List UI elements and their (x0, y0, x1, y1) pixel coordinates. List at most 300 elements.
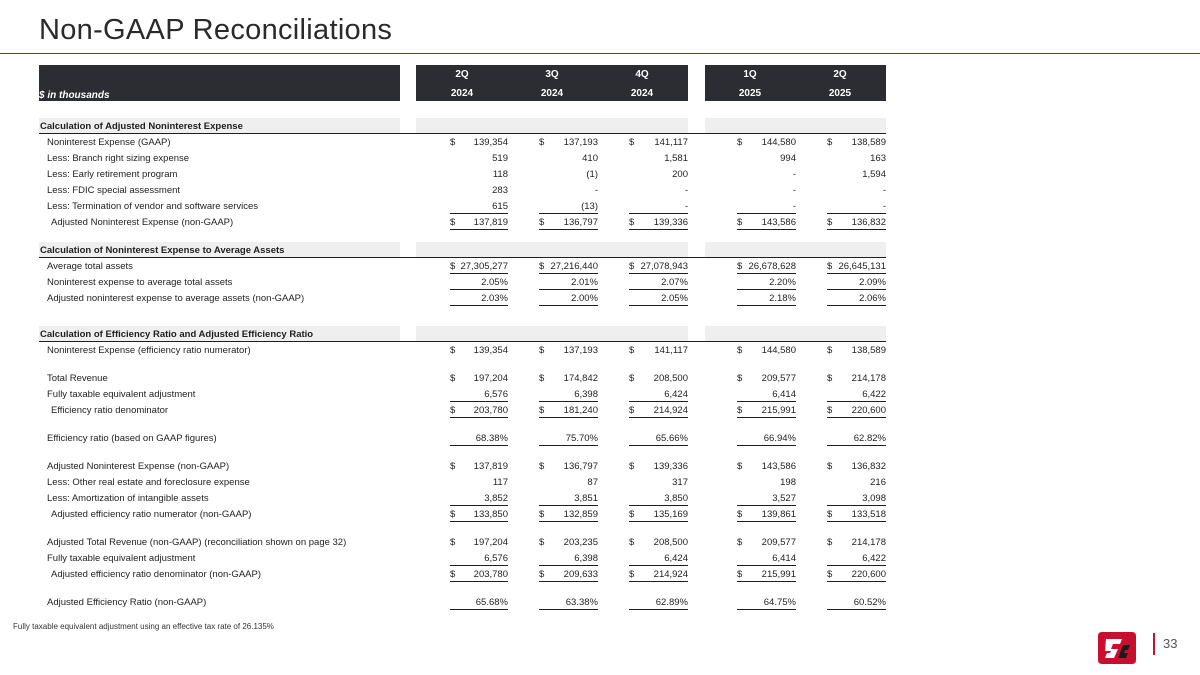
table-cell (827, 491, 886, 506)
cell-value: 6,398 (574, 553, 598, 564)
table-cell (450, 167, 508, 181)
dollar-sign: $ (539, 261, 545, 272)
cell-value: 66.94% (763, 433, 796, 444)
cell-value: 141,117 (654, 137, 688, 148)
table-cell (629, 387, 688, 402)
dollar-sign: $ (629, 137, 635, 148)
table-cell (450, 431, 508, 446)
cell-value: 137,193 (563, 345, 598, 356)
table-cell (827, 459, 886, 473)
table-cell (737, 459, 796, 473)
table-cell (737, 491, 796, 506)
table-cell (539, 551, 598, 566)
table-cell (827, 135, 886, 149)
dollar-sign: $ (539, 373, 545, 384)
row-label: Adjusted Noninterest Expense (non-GAAP) (47, 461, 230, 472)
cell-value: 136,832 (851, 461, 886, 472)
cell-value: 64.75% (763, 597, 796, 608)
cell-value: 2.18% (769, 293, 796, 304)
table-cell (539, 431, 598, 446)
cell-value: - (792, 169, 796, 180)
table-row (0, 535, 1200, 551)
cell-value: 2.06% (859, 293, 886, 304)
cell-value: 2.01% (571, 277, 598, 288)
dollar-sign: $ (827, 345, 833, 356)
page-number-divider (1153, 633, 1155, 655)
dollar-sign: $ (629, 537, 635, 548)
dollar-sign: $ (827, 405, 833, 416)
cell-value: 6,424 (664, 553, 688, 564)
dollar-sign: $ (450, 217, 456, 228)
cell-value: 139,354 (473, 137, 508, 148)
row-label: Fully taxable equivalent adjustment (47, 553, 196, 564)
table-row (0, 551, 1200, 567)
footnote: Fully taxable equivalent adjustment using an effective tax rate of 26.135% (13, 622, 274, 631)
cell-value: 200 (672, 169, 688, 180)
cell-value: 214,178 (851, 373, 886, 384)
cell-value: 197,204 (473, 373, 508, 384)
cell-value: 1,581 (664, 153, 688, 164)
dollar-sign: $ (450, 405, 456, 416)
table-cell (450, 403, 508, 418)
row-label: Adjusted Noninterest Expense (non-GAAP) (51, 217, 234, 228)
table-cell (629, 431, 688, 446)
table-cell (827, 567, 886, 582)
table-cell (827, 507, 886, 522)
page-number: 33 (1163, 636, 1178, 651)
table-cell (450, 551, 508, 566)
table-cell (827, 595, 886, 610)
table-row (0, 595, 1200, 611)
table-cell (737, 291, 796, 306)
cell-value: 135,169 (653, 509, 688, 520)
cell-value: 143,586 (761, 461, 796, 472)
cell-value: 118 (492, 169, 508, 180)
section-divider (39, 133, 886, 134)
table-cell (827, 183, 886, 197)
table-cell (629, 215, 688, 230)
cell-value: - (594, 185, 598, 196)
cell-value: 133,850 (473, 509, 508, 520)
table-row (0, 199, 1200, 215)
cell-value: 215,991 (761, 569, 796, 580)
dollar-sign: $ (539, 405, 545, 416)
cell-value: 2.07% (661, 277, 688, 288)
table-row (0, 291, 1200, 307)
dollar-sign: $ (737, 509, 743, 520)
section-band (416, 242, 688, 258)
table-cell (827, 151, 886, 165)
dollar-sign: $ (539, 217, 545, 228)
table-cell (737, 507, 796, 522)
table-cell (539, 183, 598, 197)
cell-value: 6,414 (772, 553, 796, 564)
cell-value: (1) (586, 169, 598, 180)
cell-value: 136,797 (563, 461, 598, 472)
cell-value: 138,589 (851, 137, 886, 148)
table-cell (737, 183, 796, 197)
dollar-sign: $ (827, 569, 833, 580)
table-cell (737, 215, 796, 230)
table-row (0, 151, 1200, 167)
table-cell (827, 431, 886, 446)
table-cell (737, 199, 796, 214)
table-cell (737, 475, 796, 489)
row-label: Noninterest expense to average total assets (47, 277, 233, 288)
table-row (0, 371, 1200, 387)
table-row (0, 507, 1200, 523)
cell-value: 139,861 (761, 509, 796, 520)
cell-value: - (882, 201, 886, 212)
table-cell (450, 343, 508, 357)
table-cell (539, 507, 598, 522)
row-label: Adjusted Efficiency Ratio (non-GAAP) (47, 597, 207, 608)
table-cell (629, 491, 688, 506)
cell-value: 143,586 (761, 217, 796, 228)
column-year-label: 2024 (540, 88, 564, 99)
cell-value: 3,851 (574, 493, 598, 504)
cell-value: 75.70% (565, 433, 598, 444)
dollar-sign: $ (629, 217, 635, 228)
table-cell (629, 151, 688, 165)
dollar-sign: $ (450, 137, 456, 148)
row-label: Fully taxable equivalent adjustment (47, 389, 196, 400)
table-cell (450, 275, 508, 290)
table-cell (629, 275, 688, 290)
cell-value: 519 (492, 153, 508, 164)
cell-value: (13) (581, 201, 598, 212)
dollar-sign: $ (539, 509, 545, 520)
table-row (0, 275, 1200, 291)
section-title: Calculation of Efficiency Ratio and Adjusted Efficiency Ratio (40, 329, 314, 340)
row-label: Efficiency ratio (based on GAAP figures) (47, 433, 217, 444)
cell-value: 410 (582, 153, 598, 164)
table-cell (450, 567, 508, 582)
cell-value: 220,600 (851, 569, 886, 580)
cell-value: 6,398 (574, 389, 598, 400)
table-cell (539, 387, 598, 402)
row-label: Less: FDIC special assessment (47, 185, 181, 196)
cell-value: 6,422 (862, 553, 886, 564)
table-cell (737, 387, 796, 402)
table-cell (629, 259, 688, 274)
cell-value: 63.38% (565, 597, 598, 608)
page-title: Non-GAAP Reconciliations (39, 14, 393, 46)
table-cell (737, 551, 796, 566)
table-cell (827, 343, 886, 357)
cell-value: 2.20% (769, 277, 796, 288)
table-cell (539, 535, 598, 549)
table-cell (629, 595, 688, 610)
table-cell (629, 371, 688, 385)
dollar-sign: $ (450, 461, 456, 472)
table-cell (539, 371, 598, 385)
cell-value: 60.52% (853, 597, 886, 608)
dollar-sign: $ (827, 537, 833, 548)
title-divider (0, 53, 1200, 54)
dollar-sign: $ (450, 537, 456, 548)
table-row (0, 431, 1200, 447)
table-cell (539, 567, 598, 582)
table-cell (737, 135, 796, 149)
table-cell (827, 535, 886, 549)
cell-value: 203,780 (473, 405, 508, 416)
table-cell (629, 475, 688, 489)
cell-value: 65.66% (655, 433, 688, 444)
dollar-sign: $ (737, 461, 743, 472)
cell-value: 317 (672, 477, 688, 488)
row-label: Adjusted Total Revenue (non-GAAP) (reconciliation shown on page 32) (47, 537, 347, 548)
dollar-sign: $ (539, 461, 545, 472)
cell-value: 209,633 (563, 569, 598, 580)
cell-value: 6,576 (484, 553, 508, 564)
table-cell (539, 199, 598, 214)
table-cell (827, 199, 886, 214)
row-label: Total Revenue (47, 373, 108, 384)
table-cell (539, 151, 598, 165)
column-quarter-label: 2Q (833, 69, 847, 80)
cell-value: 136,797 (563, 217, 598, 228)
dollar-sign: $ (629, 461, 635, 472)
dollar-sign: $ (827, 217, 833, 228)
dollar-sign: $ (827, 509, 833, 520)
table-cell (450, 215, 508, 230)
table-cell (737, 431, 796, 446)
cell-value: 139,354 (473, 345, 508, 356)
table-cell (450, 459, 508, 473)
table-cell (827, 259, 886, 274)
cell-value: - (792, 185, 796, 196)
cell-value: 26,645,131 (838, 261, 886, 272)
dollar-sign: $ (629, 509, 635, 520)
table-cell (539, 459, 598, 473)
table-cell (629, 459, 688, 473)
cell-value: 163 (870, 153, 886, 164)
row-label: Average total assets (47, 261, 133, 272)
cell-value: 137,193 (563, 137, 598, 148)
cell-value: 209,577 (761, 373, 796, 384)
cell-value: 181,240 (563, 405, 598, 416)
dollar-sign: $ (539, 137, 545, 148)
cell-value: 6,414 (772, 389, 796, 400)
section-band (416, 326, 688, 342)
dollar-sign: $ (629, 373, 635, 384)
dollar-sign: $ (450, 509, 456, 520)
cell-value: 6,576 (484, 389, 508, 400)
cell-value: 132,859 (563, 509, 598, 520)
section-band (705, 326, 886, 342)
table-cell (737, 343, 796, 357)
table-cell (629, 291, 688, 306)
cell-value: 203,235 (563, 537, 598, 548)
table-cell (737, 259, 796, 274)
dollar-sign: $ (737, 373, 743, 384)
table-cell (737, 567, 796, 582)
table-cell (539, 215, 598, 230)
cell-value: 203,780 (473, 569, 508, 580)
dollar-sign: $ (629, 405, 635, 416)
dollar-sign: $ (737, 569, 743, 580)
table-cell (539, 135, 598, 149)
table-cell (737, 151, 796, 165)
table-row (0, 403, 1200, 419)
dollar-sign: $ (737, 537, 743, 548)
cell-value: 220,600 (851, 405, 886, 416)
table-cell (629, 135, 688, 149)
row-label: Adjusted noninterest expense to average assets (non-GAAP) (47, 293, 305, 304)
table-cell (539, 291, 598, 306)
cell-value: - (792, 201, 796, 212)
table-cell (629, 343, 688, 357)
cell-value: 216 (870, 477, 886, 488)
row-label: Efficiency ratio denominator (51, 405, 169, 416)
table-row (0, 387, 1200, 403)
row-label: Less: Amortization of intangible assets (47, 493, 209, 504)
table-cell (450, 535, 508, 549)
units-label: $ in thousands (39, 90, 110, 101)
table-cell (827, 551, 886, 566)
column-year-label: 2025 (738, 88, 762, 99)
table-cell (827, 291, 886, 306)
table-cell (450, 475, 508, 489)
table-cell (450, 371, 508, 385)
cell-value: 3,850 (664, 493, 688, 504)
column-year-label: 2024 (450, 88, 474, 99)
cell-value: 2.00% (571, 293, 598, 304)
cell-value: 137,819 (473, 217, 508, 228)
section-title: Calculation of Adjusted Noninterest Expense (40, 121, 243, 132)
dollar-sign: $ (827, 373, 833, 384)
dollar-sign: $ (629, 261, 635, 272)
cell-value: - (882, 185, 886, 196)
cell-value: 214,924 (653, 569, 688, 580)
cell-value: 283 (492, 185, 508, 196)
table-row (0, 343, 1200, 359)
section-divider (39, 257, 886, 258)
cell-value: - (684, 201, 688, 212)
dollar-sign: $ (737, 137, 743, 148)
cell-value: 198 (780, 477, 796, 488)
dollar-sign: $ (737, 217, 743, 228)
table-cell (450, 183, 508, 197)
table-cell (629, 403, 688, 418)
dollar-sign: $ (539, 537, 545, 548)
row-label: Less: Other real estate and foreclosure expense (47, 477, 250, 488)
cell-value: 3,852 (484, 493, 508, 504)
dollar-sign: $ (737, 345, 743, 356)
table-cell (827, 475, 886, 489)
cell-value: 615 (492, 201, 508, 212)
table-row (0, 259, 1200, 275)
column-quarter-label: 1Q (743, 69, 757, 80)
column-year-label: 2025 (828, 88, 852, 99)
table-cell (629, 567, 688, 582)
cell-value: 65.68% (475, 597, 508, 608)
dollar-sign: $ (737, 261, 743, 272)
table-row (0, 567, 1200, 583)
cell-value: 133,518 (851, 509, 886, 520)
section-band (705, 242, 886, 258)
dollar-sign: $ (629, 345, 635, 356)
cell-value: 144,580 (761, 137, 796, 148)
table-row (0, 491, 1200, 507)
cell-value: 214,178 (851, 537, 886, 548)
cell-value: 27,216,440 (550, 261, 598, 272)
table-cell (629, 183, 688, 197)
cell-value: 3,527 (772, 493, 796, 504)
cell-value: 3,098 (862, 493, 886, 504)
cell-value: 209,577 (761, 537, 796, 548)
cell-value: 62.89% (655, 597, 688, 608)
cell-value: 1,594 (862, 169, 886, 180)
table-cell (827, 275, 886, 290)
dollar-sign: $ (539, 569, 545, 580)
table-cell (737, 403, 796, 418)
table-cell (450, 491, 508, 506)
cell-value: 2.05% (661, 293, 688, 304)
column-quarter-label: 2Q (455, 69, 469, 80)
row-label: Adjusted efficiency ratio denominator (non-GAAP) (51, 569, 261, 580)
cell-value: 68.38% (475, 433, 508, 444)
column-year-label: 2024 (630, 88, 654, 99)
bank-logo-icon (1096, 630, 1138, 666)
table-cell (827, 387, 886, 402)
table-cell (450, 507, 508, 522)
cell-value: 139,336 (653, 461, 688, 472)
table-cell (539, 403, 598, 418)
table-cell (539, 595, 598, 610)
table-cell (737, 167, 796, 181)
table-cell (737, 275, 796, 290)
table-cell (629, 507, 688, 522)
cell-value: 214,924 (653, 405, 688, 416)
table-cell (450, 135, 508, 149)
table-cell (629, 535, 688, 549)
cell-value: 6,424 (664, 389, 688, 400)
cell-value: 208,500 (653, 537, 688, 548)
table-cell (450, 387, 508, 402)
table-cell (737, 371, 796, 385)
table-cell (629, 199, 688, 214)
row-label: Less: Termination of vendor and software services (47, 201, 259, 212)
cell-value: 27,078,943 (640, 261, 688, 272)
section-band (416, 118, 688, 134)
table-cell (539, 275, 598, 290)
table-row (0, 459, 1200, 475)
table-cell (450, 259, 508, 274)
cell-value: 117 (492, 477, 508, 488)
table-row (0, 215, 1200, 231)
dollar-sign: $ (629, 569, 635, 580)
cell-value: 144,580 (761, 345, 796, 356)
dollar-sign: $ (450, 569, 456, 580)
table-cell (827, 403, 886, 418)
table-row (0, 475, 1200, 491)
table-cell (450, 595, 508, 610)
cell-value: 141,117 (654, 345, 688, 356)
section-divider (39, 341, 886, 342)
cell-value: 87 (587, 477, 598, 488)
dollar-sign: $ (827, 137, 833, 148)
dollar-sign: $ (827, 261, 833, 272)
dollar-sign: $ (450, 261, 456, 272)
cell-value: 6,422 (862, 389, 886, 400)
cell-value: 197,204 (473, 537, 508, 548)
cell-value: 62.82% (853, 433, 886, 444)
cell-value: 137,819 (473, 461, 508, 472)
table-cell (629, 551, 688, 566)
cell-value: 994 (780, 153, 796, 164)
